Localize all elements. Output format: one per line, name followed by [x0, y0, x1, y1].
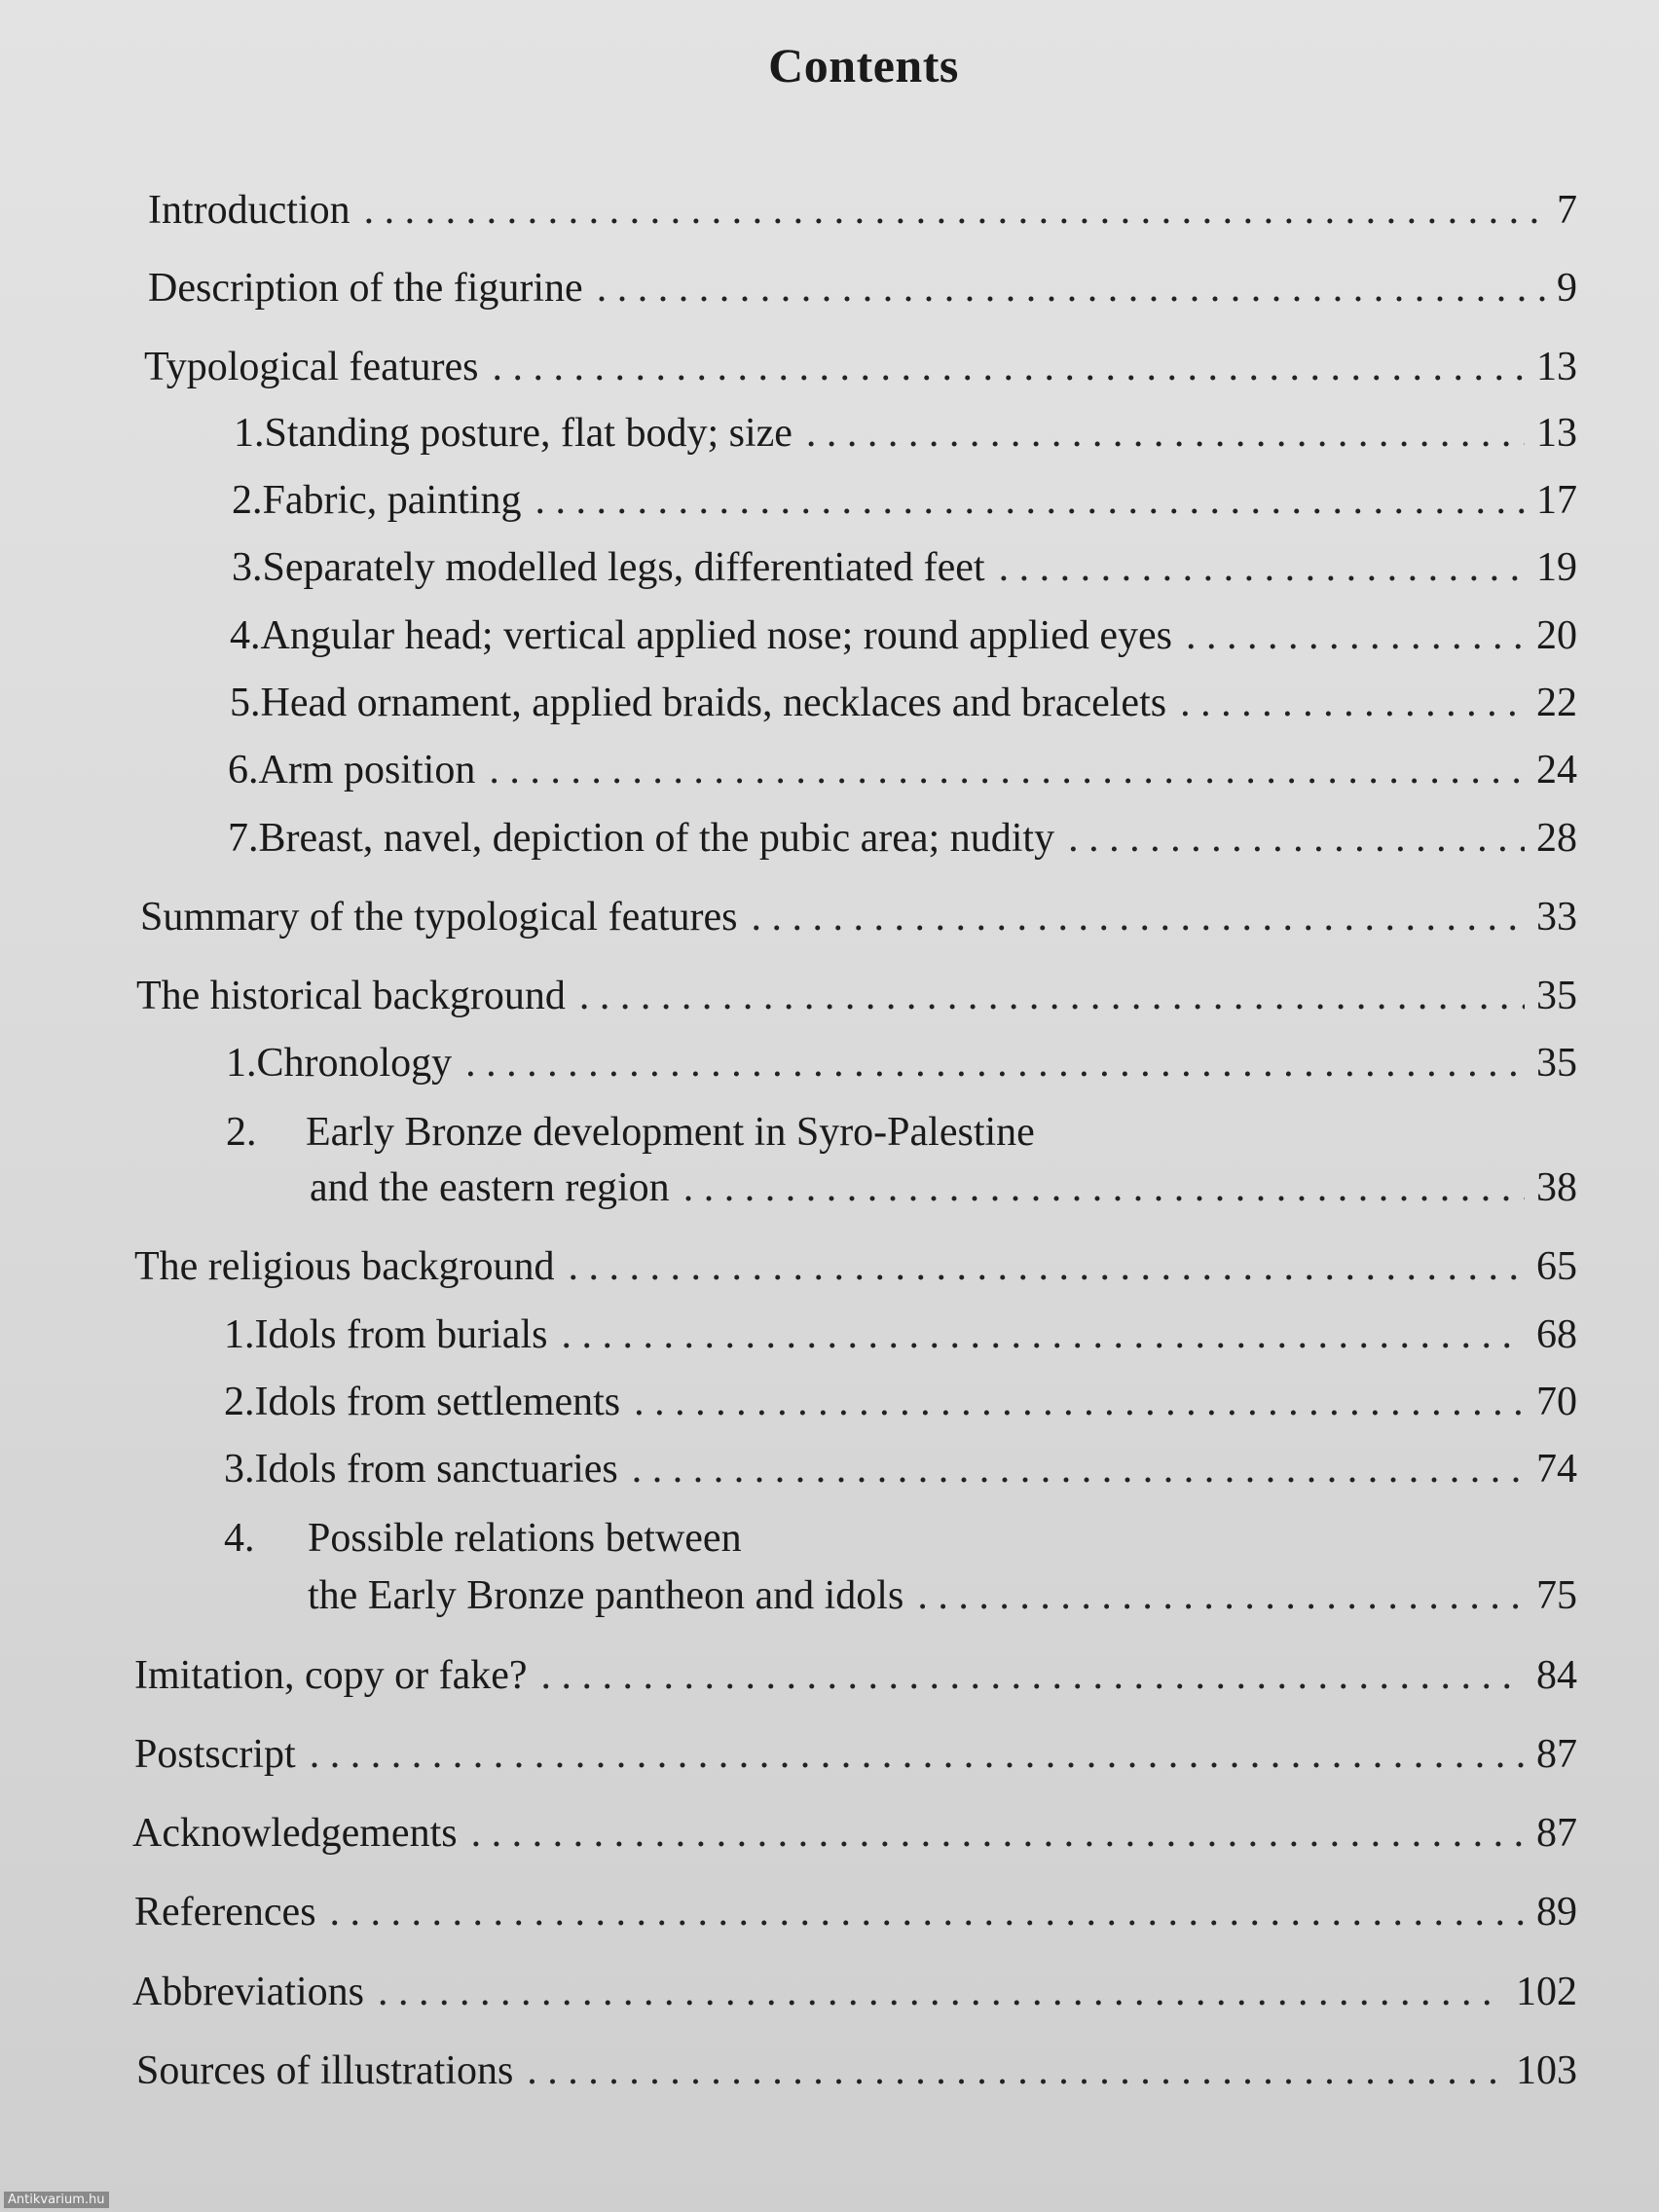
toc-label: Chronology — [256, 1041, 453, 1086]
dot-leader — [579, 973, 1525, 1019]
toc-label: Separately modelled legs, differentiated feet — [262, 545, 985, 590]
dot-leader — [535, 477, 1525, 524]
toc-number: 1. — [226, 1041, 257, 1086]
toc-subentry — [232, 477, 1577, 524]
toc-page-number: 87 — [1536, 1811, 1577, 1856]
dot-leader — [683, 1164, 1525, 1211]
toc-number: 4. — [224, 1516, 255, 1561]
toc-entry-typological — [144, 344, 1577, 390]
dot-leader — [999, 544, 1525, 591]
toc-page-number: 7 — [1557, 188, 1577, 233]
toc-label: Acknowledgements — [132, 1811, 458, 1856]
toc-page-number: 89 — [1536, 1890, 1577, 1935]
dot-leader — [561, 1311, 1525, 1358]
toc-page-number: 13 — [1536, 411, 1577, 456]
toc-page-number: 38 — [1536, 1165, 1577, 1210]
toc-subentry — [230, 680, 1577, 726]
toc-label: Standing posture, flat body; size — [264, 411, 793, 456]
toc-entry-religious — [134, 1243, 1577, 1290]
dot-leader — [541, 1652, 1525, 1699]
dot-leader — [330, 1889, 1525, 1936]
toc-label: Introduction — [148, 188, 350, 233]
toc-page-number: 87 — [1536, 1732, 1577, 1777]
toc-label: Idols from settlements — [254, 1380, 621, 1424]
toc-number: 7. — [228, 816, 259, 861]
toc-page-number: 33 — [1536, 895, 1577, 940]
toc-subentry — [224, 1311, 1577, 1358]
toc-subentry — [310, 1164, 1577, 1211]
toc-page-number: 20 — [1536, 613, 1577, 658]
dot-leader — [471, 1810, 1525, 1857]
toc-label: Arm position — [258, 748, 476, 793]
toc-subentry — [308, 1572, 1577, 1619]
toc-number: 3. — [232, 545, 263, 590]
toc-label: Abbreviations — [132, 1970, 364, 2014]
toc-number: 2. — [232, 478, 263, 523]
toc-page-number: 74 — [1536, 1447, 1577, 1492]
toc-entry-postscript — [134, 1731, 1577, 1778]
dot-leader — [492, 344, 1525, 390]
toc-page-number: 13 — [1536, 345, 1577, 389]
toc-page-number: 19 — [1536, 545, 1577, 590]
dot-leader — [597, 265, 1545, 312]
toc-label: Possible relations between — [308, 1516, 742, 1561]
toc-entry-abbreviations — [132, 1969, 1577, 2015]
dot-leader — [310, 1731, 1525, 1778]
toc-label: Head ornament, applied braids, necklaces and bracelets — [260, 681, 1167, 725]
dot-leader — [527, 2047, 1504, 2094]
dot-leader — [569, 1243, 1525, 1290]
toc-page-number: 9 — [1557, 266, 1577, 311]
toc-label: Summary of the typological features — [140, 895, 738, 940]
toc-entry-description — [148, 265, 1577, 312]
toc-label: Idols from burials — [254, 1312, 548, 1357]
toc-label: The historical background — [136, 974, 566, 1018]
toc-number: 6. — [228, 748, 259, 793]
dot-leader — [1180, 680, 1525, 726]
toc-page-number: 24 — [1536, 748, 1577, 793]
toc-page-number: 103 — [1516, 2048, 1577, 2093]
toc-label: The religious background — [134, 1244, 555, 1289]
toc-entry-historical — [136, 973, 1577, 1019]
toc-number: 2. — [224, 1380, 255, 1424]
toc-page-number: 84 — [1536, 1653, 1577, 1698]
toc-label: Idols from sanctuaries — [254, 1447, 618, 1492]
toc-label: Sources of illustrations — [136, 2048, 514, 2093]
dot-leader — [465, 1040, 1525, 1087]
toc-page-number: 35 — [1536, 1041, 1577, 1086]
dot-leader — [1186, 612, 1525, 659]
page-title: Contents — [768, 38, 959, 92]
dot-leader — [806, 410, 1525, 457]
toc-subentry — [228, 747, 1577, 793]
toc-page-number: 28 — [1536, 816, 1577, 861]
toc-entry-summary — [140, 894, 1577, 940]
dot-leader — [489, 747, 1525, 793]
toc-number: 4. — [230, 613, 261, 658]
toc-page-number: 68 — [1536, 1312, 1577, 1357]
toc-page-number: 17 — [1536, 478, 1577, 523]
toc-entry-acknowledgements — [132, 1810, 1577, 1857]
toc-number: 5. — [230, 681, 261, 725]
toc-page-number: 75 — [1536, 1573, 1577, 1618]
toc-subentry — [228, 815, 1577, 862]
toc-subentry — [224, 1446, 1577, 1493]
dot-leader — [752, 894, 1526, 940]
toc-number: 1. — [224, 1312, 255, 1357]
toc-number: 3. — [224, 1447, 255, 1492]
toc-page-number: 35 — [1536, 974, 1577, 1018]
toc-label: Imitation, copy or fake? — [134, 1653, 528, 1698]
toc-subentry — [224, 1379, 1577, 1425]
toc-label: References — [134, 1890, 316, 1935]
toc-subentry-first-line — [224, 1515, 742, 1562]
toc-label: Postscript — [134, 1732, 296, 1777]
dot-leader — [917, 1572, 1525, 1619]
toc-subentry — [226, 1040, 1577, 1087]
toc-subentry — [232, 544, 1577, 591]
toc-entry-sources — [136, 2047, 1577, 2094]
watermark: Antikvarium.hu — [4, 2192, 109, 2208]
toc-page-number: 102 — [1516, 1970, 1577, 2014]
toc-entry-imitation — [134, 1652, 1577, 1699]
toc-subentry — [234, 410, 1577, 457]
toc-label-continued: the Early Bronze pantheon and idols — [308, 1573, 904, 1618]
dot-leader — [364, 187, 1545, 234]
dot-leader — [632, 1446, 1525, 1493]
toc-label: Fabric, painting — [262, 478, 522, 523]
dot-leader — [634, 1379, 1525, 1425]
toc-label: Breast, navel, depiction of the pubic area; nudity — [258, 816, 1055, 861]
toc-page-number: 65 — [1536, 1244, 1577, 1289]
toc-label-continued: and the eastern region — [310, 1165, 670, 1210]
toc-label: Description of the figurine — [148, 266, 583, 311]
toc-label: Typological features — [144, 345, 479, 389]
toc-label: Early Bronze development in Syro-Palestine — [306, 1110, 1035, 1155]
toc-number: 1. — [234, 411, 265, 456]
toc-entry-references — [134, 1889, 1577, 1936]
toc-subentry — [230, 612, 1577, 659]
toc-entry-introduction — [148, 187, 1577, 234]
toc-number: 2. — [226, 1110, 257, 1155]
toc-subentry-first-line — [226, 1109, 1035, 1156]
dot-leader — [378, 1969, 1504, 2015]
dot-leader — [1068, 815, 1525, 862]
toc-label: Angular head; vertical applied nose; round applied eyes — [260, 613, 1173, 658]
toc-page-number: 70 — [1536, 1380, 1577, 1424]
toc-page-number: 22 — [1536, 681, 1577, 725]
